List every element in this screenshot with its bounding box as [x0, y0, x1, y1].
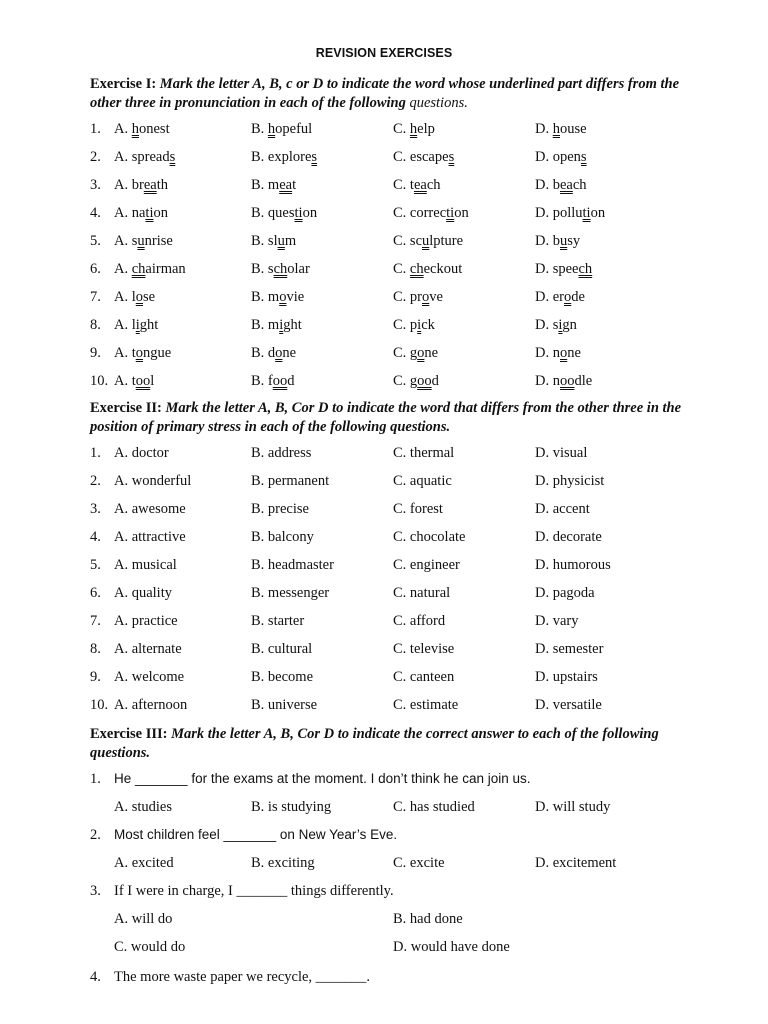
question-number: 5.	[90, 233, 101, 249]
question-stem: The more waste paper we recycle, _______.	[114, 969, 371, 985]
underlined-part: h	[131, 121, 139, 137]
option-a[interactable]: A. doctor	[114, 445, 169, 461]
option-d[interactable]	[535, 259, 592, 279]
option-b[interactable]	[251, 147, 317, 167]
question-row	[0, 667, 768, 687]
word-part: l	[150, 373, 155, 389]
option-c[interactable]: C. natural	[393, 585, 451, 601]
exercise-1-label: Exercise I:	[90, 76, 157, 92]
option-d[interactable]	[535, 315, 577, 335]
question-number: 6.	[90, 585, 101, 601]
option-d[interactable]: D. visual	[535, 445, 588, 461]
option-b[interactable]: B. messenger	[251, 585, 330, 601]
question-number: 4.	[90, 969, 101, 985]
word-part: elp	[417, 121, 435, 137]
option-b[interactable]: B. is studying	[251, 799, 332, 815]
option-d[interactable]: D. physicist	[535, 473, 605, 489]
option-d[interactable]	[535, 343, 581, 363]
option-b[interactable]: B. precise	[251, 501, 309, 517]
option-a[interactable]: A. welcome	[114, 669, 185, 685]
question-number: 6.	[90, 261, 101, 277]
option-b[interactable]: B. cultural	[251, 641, 313, 657]
word-part: t	[292, 177, 297, 193]
question-row	[0, 203, 768, 223]
underlined-part: oo	[417, 373, 432, 389]
word-part: D. n	[535, 345, 560, 361]
option-c[interactable]: C. engineer	[393, 557, 460, 573]
option-a[interactable]: A. attractive	[114, 529, 186, 545]
word-part: B. s	[251, 261, 274, 277]
question-row	[0, 695, 768, 715]
option-c[interactable]	[393, 315, 435, 335]
option-c[interactable]: C. canteen	[393, 669, 455, 685]
word-part: C. g	[393, 345, 418, 361]
option-a[interactable]: A. musical	[114, 557, 177, 573]
question-row	[0, 611, 768, 631]
option-d[interactable]: D. excitement	[535, 855, 617, 871]
option-d[interactable]	[535, 147, 587, 167]
underlined-part: o	[559, 345, 568, 361]
word-part: ouse	[559, 121, 587, 137]
word-part: d	[287, 373, 295, 389]
option-b[interactable]	[251, 175, 296, 195]
option-c[interactable]	[393, 343, 438, 363]
word-part: C. sc	[393, 233, 422, 249]
option-b[interactable]: B. starter	[251, 613, 305, 629]
option-d[interactable]	[535, 287, 585, 307]
question-number: 4.	[90, 205, 101, 221]
underlined-part: ti	[582, 205, 591, 221]
option-c[interactable]: C. aquatic	[393, 473, 452, 489]
word-part: D. n	[535, 373, 560, 389]
word-part: C.	[393, 121, 410, 137]
word-part: D. pollu	[535, 205, 583, 221]
underlined-part: ch	[131, 261, 146, 277]
word-part: A. na	[114, 205, 146, 221]
word-part: dle	[574, 373, 593, 389]
word-part: nrise	[144, 233, 173, 249]
option-a[interactable]: A. afternoon	[114, 697, 188, 713]
option-c[interactable]: C. has studied	[393, 799, 475, 815]
word-part: on	[153, 205, 168, 221]
word-part: C.	[393, 261, 410, 277]
word-part: D. s	[535, 317, 559, 333]
word-part: B. d	[251, 345, 276, 361]
option-c[interactable]	[393, 119, 435, 139]
question-number: 5.	[90, 557, 101, 573]
option-a[interactable]	[114, 371, 154, 391]
option-c[interactable]	[393, 287, 443, 307]
question-stem: He _______ for the exams at the moment. I don’t think he can join us.	[114, 771, 531, 786]
underlined-part: s	[580, 149, 587, 165]
option-d[interactable]: D. decorate	[535, 529, 602, 545]
option-d[interactable]: D. accent	[535, 501, 590, 517]
option-b[interactable]	[251, 371, 295, 391]
question-row	[0, 343, 768, 363]
word-part: se	[143, 289, 156, 305]
question-number: 7.	[90, 613, 101, 629]
question-row	[0, 315, 768, 335]
option-b[interactable]: B. universe	[251, 697, 318, 713]
underlined-part: o	[422, 289, 430, 305]
exercise-1-heading	[90, 75, 690, 113]
option-c[interactable]	[393, 147, 454, 167]
word-part: eckout	[423, 261, 463, 277]
word-part: D. spee	[535, 261, 579, 277]
word-part: lpture	[429, 233, 464, 249]
option-a[interactable]	[114, 231, 173, 251]
option-b[interactable]: B. had done	[393, 911, 463, 927]
word-part: C. pr	[393, 289, 422, 305]
word-part: A. t	[114, 373, 136, 389]
underlined-part: o	[279, 289, 287, 305]
underlined-part: u	[559, 233, 568, 249]
word-part: on	[302, 205, 318, 221]
question-number: 1.	[90, 445, 101, 461]
question-row	[0, 231, 768, 251]
option-a[interactable]: A. excited	[114, 855, 174, 871]
word-part: D. open	[535, 149, 581, 165]
word-part: d	[431, 373, 439, 389]
underlined-part: i	[279, 317, 284, 333]
option-b[interactable]: B. address	[251, 445, 312, 461]
question-number: 9.	[90, 345, 101, 361]
underlined-part: o	[275, 345, 283, 361]
option-a[interactable]	[114, 119, 170, 139]
answer-row	[0, 797, 768, 817]
question-number: 2.	[90, 149, 101, 165]
option-a[interactable]	[114, 203, 168, 223]
word-part: C. escape	[393, 149, 449, 165]
underlined-part: ea	[413, 177, 427, 193]
question-number: 7.	[90, 289, 101, 305]
question-number: 9.	[90, 669, 101, 685]
word-part: B. sl	[251, 233, 278, 249]
page-title: REVISION EXERCISES	[315, 46, 453, 60]
option-c[interactable]	[393, 371, 439, 391]
word-part: D.	[535, 121, 553, 137]
option-c[interactable]: C. televise	[393, 641, 455, 657]
word-part: C. g	[393, 373, 418, 389]
option-b[interactable]	[251, 231, 296, 251]
question-stem: If I were in charge, I _______ things differently.	[114, 883, 394, 899]
underlined-part: u	[277, 233, 285, 249]
underlined-part: o	[564, 289, 572, 305]
option-d[interactable]	[535, 119, 587, 139]
underlined-part: ti	[145, 205, 154, 221]
word-part: B.	[251, 121, 268, 137]
question-number: 2.	[90, 827, 101, 843]
option-a[interactable]	[114, 175, 168, 195]
question-row	[0, 583, 768, 603]
word-part: C. correc	[393, 205, 447, 221]
word-part: C. t	[393, 177, 414, 193]
question-row	[0, 287, 768, 307]
word-part: B. ques	[251, 205, 295, 221]
underlined-part: o	[417, 345, 425, 361]
option-a[interactable]	[114, 287, 155, 307]
question-number: 2.	[90, 473, 101, 489]
word-part: D. er	[535, 289, 564, 305]
question-row	[0, 527, 768, 547]
underlined-part: ti	[446, 205, 455, 221]
word-part: on	[454, 205, 469, 221]
question-number: 10.	[90, 373, 109, 389]
word-part: B. explore	[251, 149, 312, 165]
word-part: ch	[572, 177, 587, 193]
option-c[interactable]	[393, 203, 469, 223]
option-d[interactable]: D. vary	[535, 613, 579, 629]
option-a[interactable]	[114, 147, 175, 167]
option-d[interactable]: D. will study	[535, 799, 611, 815]
question-number: 4.	[90, 529, 101, 545]
underlined-part: i	[558, 317, 563, 333]
underlined-part: h	[409, 121, 418, 137]
word-part: olar	[287, 261, 310, 277]
word-part: opeful	[275, 121, 313, 137]
word-part: A.	[114, 261, 132, 277]
word-part: A. spread	[114, 149, 170, 165]
word-part: vie	[286, 289, 305, 305]
exercise-3-label: Exercise III:	[90, 726, 168, 742]
option-b[interactable]: B. permanent	[251, 473, 330, 489]
underlined-part: s	[448, 149, 455, 165]
word-part: ne	[282, 345, 297, 361]
question-row	[0, 555, 768, 575]
option-a[interactable]: A. studies	[114, 799, 172, 815]
underlined-part: s	[311, 149, 318, 165]
exercise-2-label: Exercise II:	[90, 400, 162, 416]
option-a[interactable]: A. practice	[114, 613, 178, 629]
option-c[interactable]: C. forest	[393, 501, 443, 517]
exercise-2-instruction: Mark the letter A, B, Cor D to indicate the word that differs from the other three in the position of primary stress in each of the following questions.	[90, 400, 682, 435]
option-d[interactable]	[535, 175, 587, 195]
option-c[interactable]: C. chocolate	[393, 529, 466, 545]
question-number: 1.	[90, 771, 101, 787]
word-part: m	[284, 233, 297, 249]
underlined-part: oo	[135, 373, 151, 389]
option-a[interactable]: A. alternate	[114, 641, 182, 657]
question-row	[0, 443, 768, 463]
word-part: A.	[114, 121, 132, 137]
underlined-part: oo	[272, 373, 288, 389]
option-b[interactable]	[251, 203, 317, 223]
word-part: ght	[139, 317, 159, 333]
answer-row	[0, 937, 768, 957]
underlined-part: o	[135, 289, 143, 305]
option-c[interactable]	[393, 259, 462, 279]
question-row	[0, 147, 768, 167]
underlined-part: u	[137, 233, 145, 249]
option-d[interactable]: D. pagoda	[535, 585, 595, 601]
option-a[interactable]: A. quality	[114, 585, 172, 601]
underlined-part: i	[135, 317, 140, 333]
option-c[interactable]: C. estimate	[393, 697, 459, 713]
option-b[interactable]	[251, 287, 304, 307]
option-d[interactable]	[535, 231, 580, 251]
word-part: A. t	[114, 345, 136, 361]
word-part: B. m	[251, 289, 280, 305]
word-part: A. s	[114, 233, 138, 249]
word-part: ght	[283, 317, 302, 333]
option-d[interactable]: D. semester	[535, 641, 604, 657]
underlined-part: ea	[143, 177, 157, 193]
option-c[interactable]: C. afford	[393, 613, 446, 629]
question-row	[0, 825, 768, 845]
word-part: onest	[138, 121, 170, 137]
option-a[interactable]	[114, 343, 171, 363]
underlined-part: oo	[559, 373, 575, 389]
question-row	[0, 967, 768, 987]
answer-row	[0, 853, 768, 873]
word-part: sy	[567, 233, 581, 249]
option-c[interactable]: C. excite	[393, 855, 445, 871]
question-stem: Most children feel _______ on New Year’s Eve.	[114, 827, 398, 842]
word-part: ch	[426, 177, 441, 193]
word-part: th	[156, 177, 168, 193]
underlined-part: ea	[559, 177, 573, 193]
option-d[interactable]: D. would have done	[393, 939, 510, 955]
question-row	[0, 499, 768, 519]
word-part: ne	[424, 345, 439, 361]
option-c[interactable]: C. would do	[114, 939, 186, 955]
word-part: on	[590, 205, 606, 221]
word-part: gn	[562, 317, 577, 333]
underlined-part: u	[422, 233, 430, 249]
question-number: 3.	[90, 883, 101, 899]
word-part: D. b	[535, 177, 560, 193]
question-row	[0, 471, 768, 491]
underlined-part: h	[552, 121, 560, 137]
underlined-part: ti	[294, 205, 303, 221]
option-d[interactable]: D. upstairs	[535, 669, 598, 685]
option-b[interactable]	[251, 259, 310, 279]
word-part: airman	[145, 261, 186, 277]
option-a[interactable]	[114, 259, 186, 279]
word-part: B. m	[251, 317, 280, 333]
option-d[interactable]	[535, 203, 605, 223]
question-row	[0, 259, 768, 279]
question-number: 3.	[90, 501, 101, 517]
word-part: ngue	[143, 345, 172, 361]
option-d[interactable]: D. humorous	[535, 557, 611, 573]
underlined-part: o	[135, 345, 143, 361]
option-c[interactable]	[393, 175, 441, 195]
exercise-3-instruction: Mark the letter A, B, Cor D to indicate the correct answer to each of the following questions.	[90, 726, 659, 761]
option-a[interactable]: A. wonderful	[114, 473, 192, 489]
word-part: D. b	[535, 233, 560, 249]
option-d[interactable]: D. versatile	[535, 697, 602, 713]
question-row	[0, 639, 768, 659]
exercise-2-heading	[90, 399, 690, 437]
question-number: 10.	[90, 697, 109, 713]
word-part: ve	[429, 289, 443, 305]
word-part: C. p	[393, 317, 418, 333]
question-row	[0, 175, 768, 195]
exercise-1-instruction-tail: questions.	[409, 95, 468, 111]
question-row	[0, 371, 768, 391]
underlined-part: ch	[578, 261, 593, 277]
underlined-part: ea	[279, 177, 293, 193]
word-part: A. l	[114, 317, 136, 333]
underlined-part: i	[417, 317, 422, 333]
underlined-part: ch	[273, 261, 288, 277]
exercise-1-instruction: Mark the letter A, B, c or D to indicate the word whose underlined part differs from the other three in pronunciation in each of the following	[90, 76, 680, 111]
underlined-part: s	[169, 149, 176, 165]
option-a[interactable]	[114, 315, 158, 335]
question-row	[0, 769, 768, 789]
question-row	[0, 119, 768, 139]
option-b[interactable]: B. headmaster	[251, 557, 334, 573]
option-c[interactable]: C. thermal	[393, 445, 455, 461]
word-part: de	[571, 289, 585, 305]
question-number: 1.	[90, 121, 101, 137]
question-number: 3.	[90, 177, 101, 193]
word-part: A. l	[114, 289, 136, 305]
underlined-part: ch	[409, 261, 424, 277]
option-b[interactable]	[251, 315, 302, 335]
word-part: ne	[567, 345, 581, 361]
word-part: B. m	[251, 177, 280, 193]
word-part: A. br	[114, 177, 144, 193]
option-a[interactable]: A. awesome	[114, 501, 186, 517]
word-part: B. f	[251, 373, 273, 389]
answer-row	[0, 909, 768, 929]
option-b[interactable]: B. exciting	[251, 855, 315, 871]
option-a[interactable]: A. will do	[114, 911, 173, 927]
option-b[interactable]: B. become	[251, 669, 314, 685]
option-b[interactable]	[251, 119, 312, 139]
option-b[interactable]: B. balcony	[251, 529, 314, 545]
question-row	[0, 881, 768, 901]
word-part: ck	[421, 317, 435, 333]
exercise-3-heading	[90, 725, 690, 763]
option-b[interactable]	[251, 343, 296, 363]
option-d[interactable]	[535, 371, 592, 391]
question-number: 8.	[90, 317, 101, 333]
question-number: 8.	[90, 641, 101, 657]
underlined-part: h	[267, 121, 276, 137]
option-c[interactable]	[393, 231, 463, 251]
